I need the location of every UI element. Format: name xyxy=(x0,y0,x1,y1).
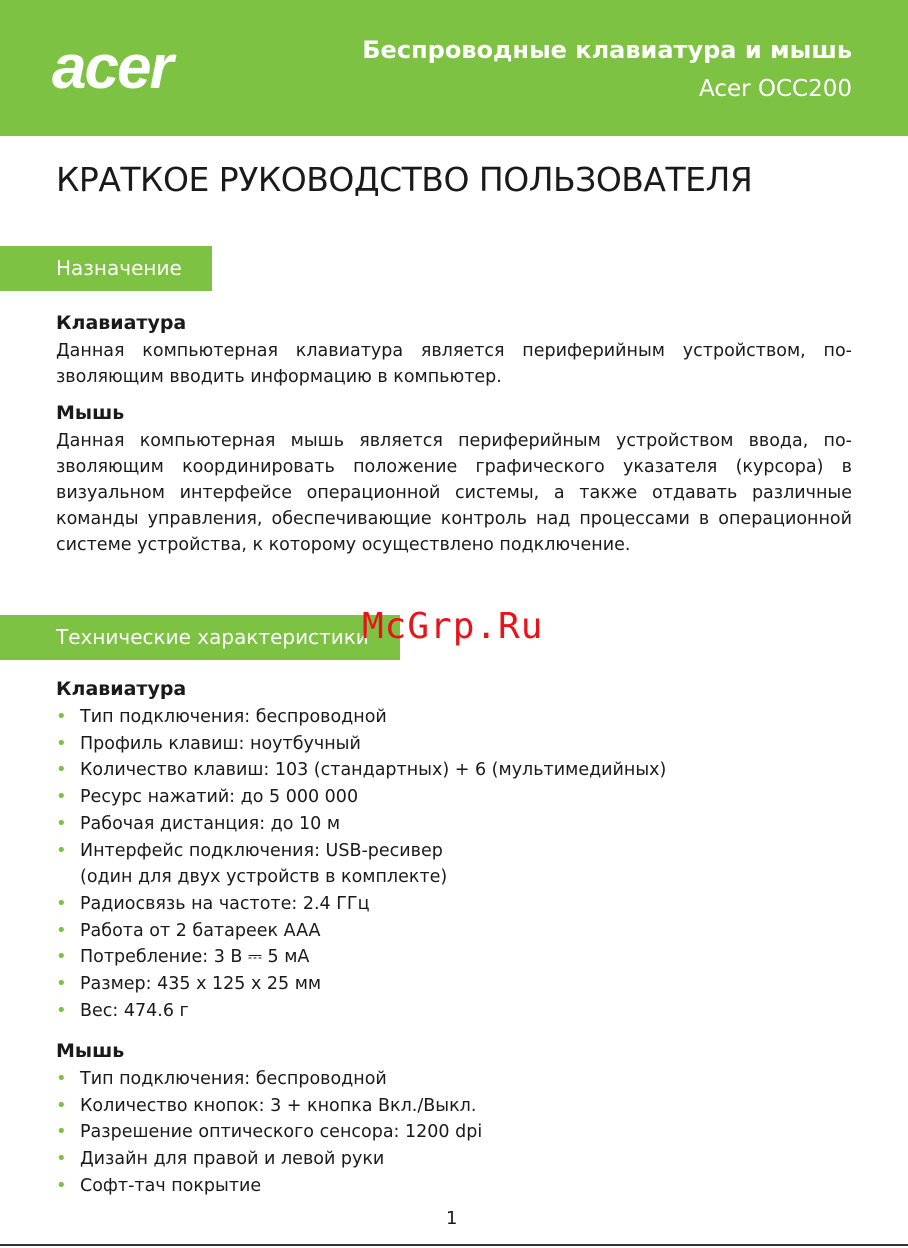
bullet-dot-icon: • xyxy=(56,946,67,968)
specs-keyboard-title: Клавиатура xyxy=(56,678,187,700)
section-tab-specs: Технические характеристики xyxy=(0,615,400,660)
purpose-mouse-text: Данная компьютерная мышь является периферийным устройством ввода, позволяющим координировать положение графического указателя (курсора) в визуальном интерфейсе операционной системы, а также отдавать различные команды управления, обеспечивающие контроль над процессами в операционной системе устройства, к которому осуществлено подключение. xyxy=(56,431,852,555)
bullet-dot-icon: • xyxy=(56,999,67,1021)
bullet-dot-icon: • xyxy=(56,786,67,808)
svg-text:acer: acer xyxy=(52,40,172,100)
purpose-keyboard-title: Клавиатура xyxy=(56,312,187,334)
specs-mouse-title: Мышь xyxy=(56,1040,125,1062)
page-title: КРАТКОЕ РУКОВОДСТВО ПОЛЬЗОВАТЕЛЯ xyxy=(56,160,753,199)
list-item: • Профиль клавиш: ноутбучный xyxy=(56,731,856,758)
list-item: • Ресурс нажатий: до 5 000 000 xyxy=(56,784,856,811)
bullet-dot-icon: • xyxy=(56,839,67,861)
watermark-text: McGrp.Ru xyxy=(362,606,544,647)
list-item: • Радиосвязь на частоте: 2.4 ГГц xyxy=(56,891,856,918)
bullet-dot-icon: • xyxy=(56,919,67,941)
bullet-dot-icon: • xyxy=(56,1094,67,1116)
specs-keyboard-list xyxy=(56,704,856,1024)
list-item: • Дизайн для правой и левой руки xyxy=(56,1146,856,1173)
list-item: • Интерфейс подключения: USB-ресивер xyxy=(56,838,856,865)
bottom-divider xyxy=(0,1244,908,1246)
bullet-dot-icon: • xyxy=(56,1148,67,1170)
header-model: Acer OCC200 xyxy=(698,76,852,102)
specs-mouse-list xyxy=(56,1066,856,1200)
header-banner xyxy=(0,0,908,136)
list-item: • Вес: 474.6 г xyxy=(56,998,856,1025)
list-item-continuation: (один для двух устройств в комплекте) xyxy=(80,867,448,888)
list-item: • Работа от 2 батареек AAA xyxy=(56,918,856,945)
list-item: • Потребление: 3 В ⎓ 5 мА xyxy=(56,944,856,971)
bullet-dot-icon: • xyxy=(56,973,67,995)
bullet-dot-icon: • xyxy=(56,759,67,781)
bullet-dot-icon: • xyxy=(56,812,67,834)
list-item: • Рабочая дистанция: до 10 м xyxy=(56,811,856,838)
list-item: • Разрешение оптического сенсора: 1200 dpi xyxy=(56,1119,856,1146)
section-tab-purpose: Назначение xyxy=(0,246,212,291)
page-number: 1 xyxy=(446,1208,458,1229)
bullet-dot-icon: • xyxy=(56,1174,67,1196)
bullet-dot-icon: • xyxy=(56,892,67,914)
purpose-mouse-title: Мышь xyxy=(56,402,125,424)
bullet-dot-icon: • xyxy=(56,732,67,754)
header-title: Беспроводные клавиатура и мышь xyxy=(362,36,852,64)
list-item: • Размер: 435 x 125 x 25 мм xyxy=(56,971,856,998)
list-item: • Количество клавиш: 103 (стандартных) + 6 (мультимедийных) xyxy=(56,757,856,784)
purpose-keyboard-text: Данная компьютерная клавиатура является периферийным устройством, позволяющим вводить информацию в компьютер. xyxy=(56,341,852,387)
list-item: • Тип подключения: беспроводной xyxy=(56,1066,856,1093)
bullet-dot-icon: • xyxy=(56,1068,67,1089)
list-item: • Количество кнопок: 3 + кнопка Вкл./Выкл. xyxy=(56,1093,856,1120)
list-item: • Тип подключения: беспроводной xyxy=(56,704,856,731)
bullet-dot-icon: • xyxy=(56,706,67,727)
acer-logo xyxy=(52,40,232,100)
list-item: • Софт-тач покрытие xyxy=(56,1173,856,1200)
bullet-dot-icon: • xyxy=(56,1121,67,1143)
